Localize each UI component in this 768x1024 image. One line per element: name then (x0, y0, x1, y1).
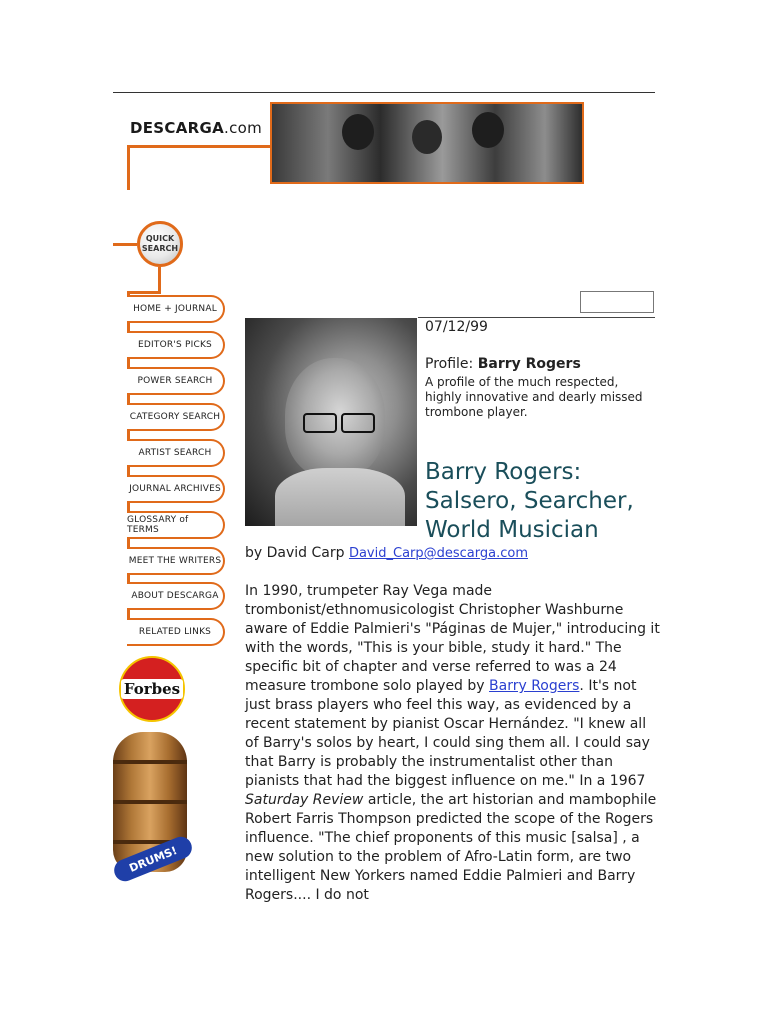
connector-line (127, 291, 161, 294)
profile-heading (425, 356, 581, 372)
drums-label: DRUMS! (127, 843, 179, 875)
barry-rogers-link[interactable]: Barry Rogers (489, 678, 580, 694)
article-body (245, 582, 660, 905)
search-input[interactable] (580, 291, 654, 313)
article-description: A profile of the much respected, highly innovative and dearly missed trombone player. (425, 375, 643, 419)
quick-search-label: SEARCH (141, 244, 179, 253)
body-text: article, the art historian and mambophile Robert Farris Thompson predicted the scope of the Rogers influence. "The chief proponents of this music [salsa] , a new solution to the problem of Afro-Latin form, are two intelligent New Yorkers named Eddie Palmieri and Barry Rogers.... I do not (245, 792, 657, 903)
byline-author: by David Carp (245, 545, 349, 561)
body-text: . It's not just brass players who feel this way, as evidenced by a recent statement by pianist Oscar Hernández. "I knew all of Barry's solos by heart, I could sing them all. I could say that Barry is probably the instrumentalist other than pianists that had the biggest influence on me." In a 1967 (245, 678, 650, 789)
content-divider (418, 317, 655, 318)
barry-rogers-portrait (245, 318, 417, 526)
quick-search-label: QUICK (145, 234, 175, 243)
title-line: Salsero, Searcher, (425, 488, 634, 514)
nav-label: RELATED LINKS (138, 627, 212, 637)
byline (245, 545, 528, 561)
site-logo[interactable] (130, 119, 262, 137)
logo-brand: DESCARGA (130, 119, 224, 137)
nav-meet-the-writers[interactable] (127, 547, 225, 575)
forbes-label: Forbes (121, 679, 183, 699)
forbes-badge[interactable] (119, 656, 185, 722)
nav-editors-picks[interactable] (127, 331, 225, 359)
body-italic: Saturday Review (245, 792, 364, 808)
nav-label: POWER SEARCH (137, 376, 213, 386)
nav-label: MEET THE WRITERS (128, 556, 222, 566)
nav-label: ARTIST SEARCH (138, 448, 212, 458)
nav-home-journal[interactable] (127, 295, 225, 323)
connector-line (113, 243, 137, 246)
nav-power-search[interactable] (127, 367, 225, 395)
title-line: Barry Rogers: (425, 459, 582, 485)
author-email-link[interactable]: David_Carp@descarga.com (348, 546, 528, 561)
nav-label: HOME + JOURNAL (133, 304, 217, 314)
title-line: World Musician (425, 517, 599, 543)
drum-band (113, 800, 187, 804)
logo-domain: .com (224, 119, 263, 137)
nav-label: JOURNAL ARCHIVES (129, 484, 221, 494)
nav-label: GLOSSARY of TERMS (127, 515, 189, 535)
article-title (425, 458, 660, 545)
connector-line (158, 267, 161, 291)
top-divider (113, 92, 655, 93)
nav-about-descarga[interactable] (127, 582, 225, 610)
nav-artist-search[interactable] (127, 439, 225, 467)
profile-name: Barry Rogers (477, 356, 581, 372)
body-text: In 1990, trumpeter Ray Vega made trombonist/ethnomusicologist Christopher Washburne aware of Eddie Palmieri's "Páginas de Mujer," introducing it with the words, "This is your bible, study it hard." The specific bit of chapter and verse referred to was a 24 measure trombone solo played by (245, 583, 660, 694)
connector-line (127, 145, 270, 148)
nav-category-search[interactable] (127, 403, 225, 431)
nav-label: ABOUT DESCARGA (131, 591, 219, 601)
quick-search-button[interactable] (137, 221, 183, 267)
profile-prefix: Profile: (425, 356, 478, 372)
nav-glossary-of-terms[interactable] (127, 511, 225, 539)
nav-label: EDITOR'S PICKS (138, 340, 212, 350)
nav-journal-archives[interactable] (127, 475, 225, 503)
connector-line (127, 145, 130, 190)
nav-related-links[interactable] (127, 618, 225, 646)
header-banner-photo (270, 102, 584, 184)
drum-band (113, 760, 187, 764)
nav-label: CATEGORY SEARCH (129, 412, 221, 422)
article-date: 07/12/99 (425, 319, 488, 335)
